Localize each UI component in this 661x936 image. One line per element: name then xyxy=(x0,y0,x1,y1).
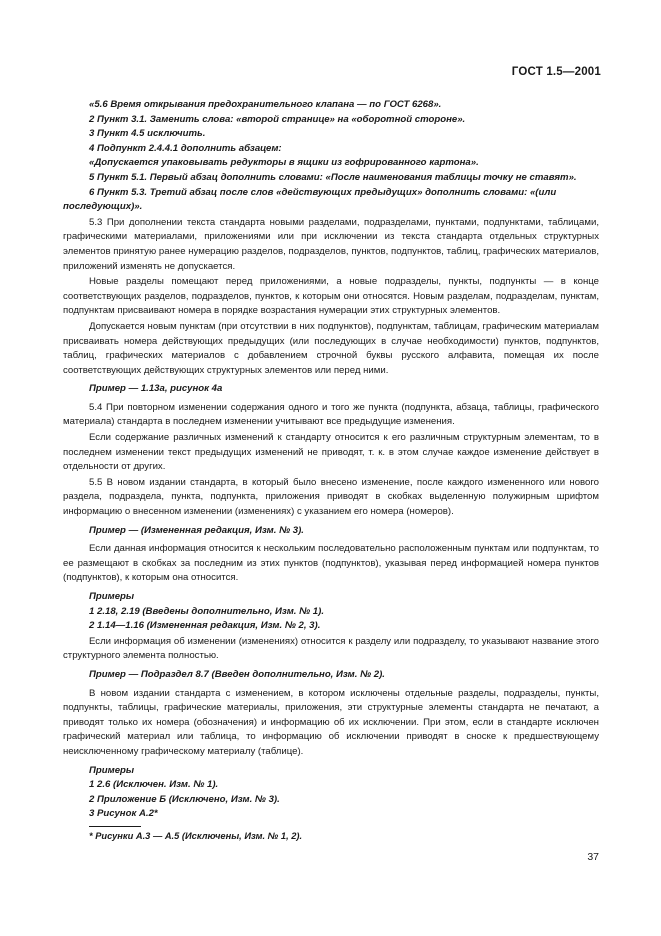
example-line: «5.6 Время открывания предохранительного клапана — по ГОСТ 6268». xyxy=(89,99,442,110)
page-header-standard: ГОСТ 1.5—2001 xyxy=(511,66,601,78)
page-number: 37 xyxy=(587,851,599,863)
body-paragraph: Если информация об изменении (изменениях) относится к разделу или подразделу, то указывают название этого структурного элемента полностью. xyxy=(63,635,599,662)
footnote-separator xyxy=(89,826,141,827)
example-line: 4 Подпункт 2.4.4.1 дополнить абзацем: xyxy=(89,142,282,154)
example-line: Пример — 1.13а, рисунок 4а xyxy=(89,383,223,395)
example-line: 2 Пункт 3.1. Заменить слова: «второй странице» на «оборотной стороне». xyxy=(89,113,466,125)
example-line: Примеры xyxy=(89,591,135,602)
document-body xyxy=(63,98,599,822)
example-line: Пример — (Измененная редакция, Изм. № 3). xyxy=(89,524,304,536)
body-paragraph: 5.3 При дополнении текста стандарта новыми разделами, подразделами, пунктами, подпунктами, таблицами, графическими материалами, приложениями или при исключении из текста стандарта отдельных структурных элементов принятую ранее нумерацию разделов, подразделов, пунктов, подпунктов, таблиц, графических материалов, приложений изменять не допускается. xyxy=(63,216,599,272)
example-line: 1 2.6 (Исключен. Изм. № 1). xyxy=(89,779,219,791)
body-paragraph: 5.4 При повторном изменении содержания одного и того же пункта (подпункта, абзаца, таблицы, графического материала) стандарта в последнем изменении учитывают все предыдущие изменения. xyxy=(63,401,599,428)
body-paragraph: 5.5 В новом издании стандарта, в который было внесено изменение, после каждого измененного или нового раздела, подраздела, пункта, подпункта, приложения приводят в скобках выделенную полужирным шрифтом информацию о внесенном изменении (изменениях) с указанием его номера (номеров). xyxy=(63,476,599,518)
example-line: 3 Рисунок А.2* xyxy=(89,808,158,820)
body-paragraph: В новом издании стандарта с изменением, в котором исключены отдельные разделы, подразделы, пункты, подпункты, таблицы, графические материалы, приложения, эти структурные элементы стандарта не печатают, а приводят только их номера (обозначения) и информацию об их исключении. При этом, если в стандарте исключен графический материал или таблица, то информацию об исключении приводят в сноске к предшествующему неисключенному графическому материалу (таблице). xyxy=(63,687,599,757)
body-paragraph: Допускается новым пунктам (при отсутствии в них подпунктов), подпунктам, таблицам, графическим материалам присваивать номера действующих предыдущих (или последующих в случае необходимости) пунктов, подпунктов, таблиц, графических материалов с добавлением строчной буквы русского алфавита, помещая их после соответствующих действующих структурных элементов или перед ними. xyxy=(63,320,599,376)
example-line: 5 Пункт 5.1. Первый абзац дополнить словами: «После наименования таблицы точку не ставят». xyxy=(89,171,577,183)
body-paragraph: Если данная информация относится к нескольким последовательно расположенным пунктам или подпунктам, то ее размещают в скобках за последним из этих пунктов (подпунктов), указывая перед информацией номера пунктов (подпунктов), к которым она относится. xyxy=(63,543,599,584)
example-line: 1 2.18, 2.19 (Введены дополнительно, Изм. № 1). xyxy=(89,605,324,617)
example-line: 6 Пункт 5.3. Третий абзац после слов «действующих предыдущих» дополнить словами: «(или последующих)». xyxy=(63,186,557,213)
body-paragraph: Новые разделы помещают перед приложениями, а новые подразделы, пункты, подпункты — в конце соответствующих разделов, подразделов, пунктов, к которым они относятся. Новым разделам, подразделам, пунктам, подпунктам присваивают номера в порядке возрастания нумерации этих структурных элементов. xyxy=(63,276,599,317)
body-paragraph: Если содержание различных изменений к стандарту относится к его различным структурным элементам, то в последнем изменении текст предыдущих изменений не приводят, т. к. в этом случае каждое изменение действует в отдельности от других. xyxy=(63,432,599,473)
example-line: 2 1.14—1.16 (Измененная редакция, Изм. № 2, 3). xyxy=(89,620,321,632)
example-line: 3 Пункт 4.5 исключить. xyxy=(89,128,206,140)
example-line: «Допускается упаковывать редукторы в ящики из гофрированного картона». xyxy=(89,157,479,169)
footnote: * Рисунки А.3 — А.5 (Исключены, Изм. № 1, 2). xyxy=(89,831,303,841)
example-line: Примеры xyxy=(89,764,135,776)
example-line: 2 Приложение Б (Исключено, Изм. № 3). xyxy=(89,793,280,805)
example-line: Пример — Подраздел 8.7 (Введен дополнительно, Изм. № 2). xyxy=(89,668,385,680)
